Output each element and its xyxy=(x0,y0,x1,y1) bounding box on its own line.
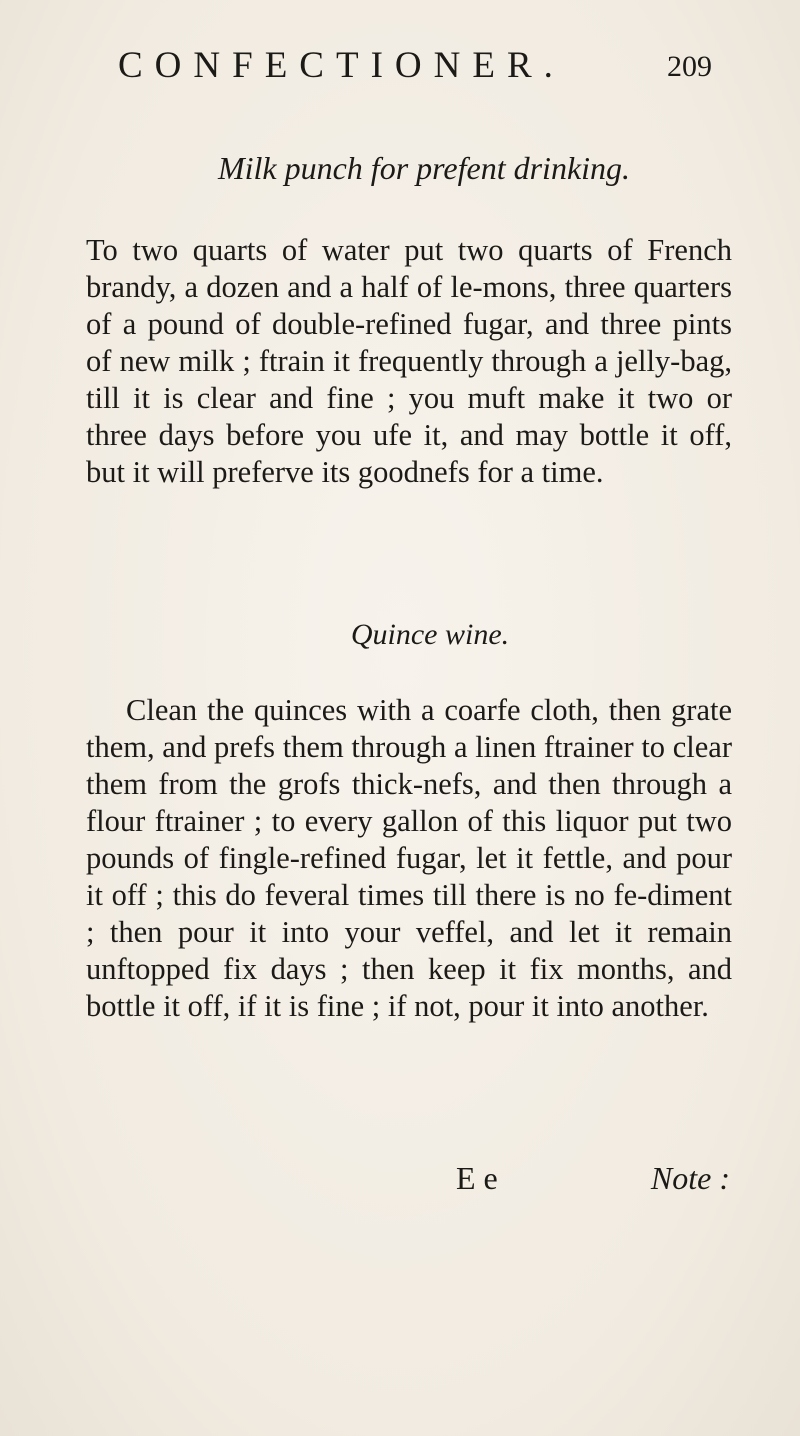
recipe-title-quince-wine: Quince wine. xyxy=(350,618,510,651)
catchline xyxy=(0,1160,800,1200)
running-head xyxy=(118,44,718,104)
recipe-title-milk-punch: Milk punch for prefent drinking. xyxy=(217,150,631,186)
recipe-text-milk-punch: To two quarts of water put two quarts of French brandy, a dozen and a half of le-mons, three quarters of a pound of double-refined fugar, and three pints of new milk ; ftrain it frequently through a jelly-bag, till it is clear and fine ; you muft make it two or three days before you ufe it, and may bottle it off, but it will preferve its goodnefs for a time. xyxy=(86,233,732,489)
recipe-text-quince-wine: Clean the quinces with a coarfe cloth, then grate them, and prefs them through a linen ftrainer to clear them from the grofs thick-nefs, and then through a flour ftrainer ; to every gallon of this liquor put two pounds of fingle-refined fugar, let it fettle, and pour it off ; this do feveral times till there is no fe-diment ; then pour it into your veffel, and let it remain unftopped fix days ; then keep it fix months, and bottle it off, if it is fine ; if not, pour it into another. xyxy=(86,693,732,1023)
running-title: CONFECTIONER. xyxy=(118,45,565,86)
signature-mark: E e xyxy=(456,1160,498,1196)
catchword: Note : xyxy=(650,1160,730,1196)
page-number: 209 xyxy=(667,50,712,83)
